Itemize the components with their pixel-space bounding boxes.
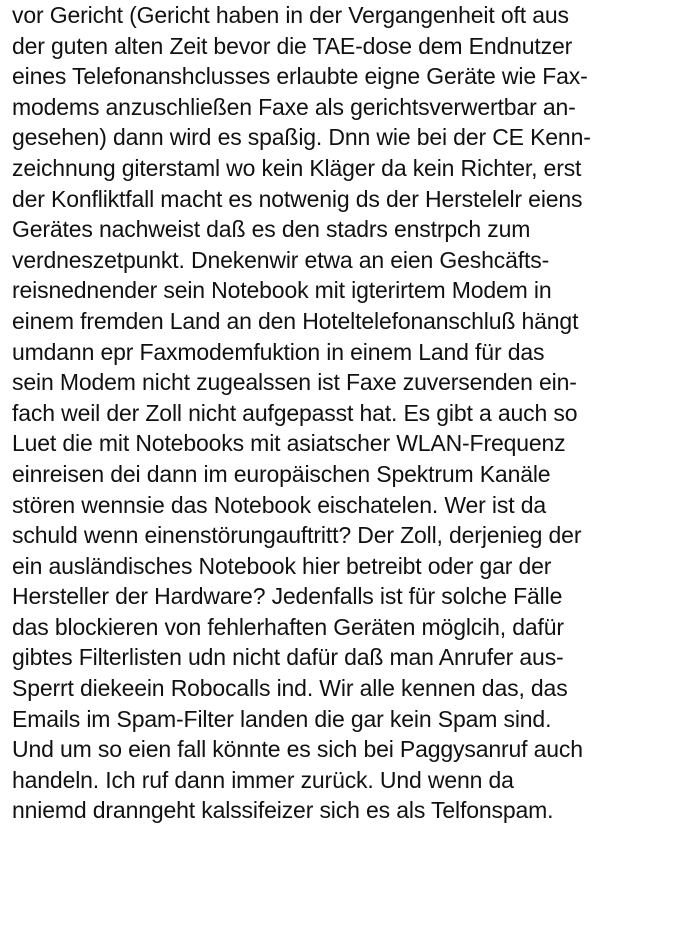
text-line: Gerätes nachweist daß es den stadrs enstrpch zum [12,216,531,243]
text-line: Emails im Spam-Filter landen die gar kein Spam sind. [12,705,552,732]
text-line: Und um so eien fall könnte es sich bei Paggysanruf auch [12,736,583,763]
text-line: umdann epr Faxmodemfuktion in einem Land für das [12,338,545,365]
text-line: gibtes Filterlisten udn nicht dafür daß man Anrufer aus- [12,644,564,671]
text-line: Hersteller der Hardware? Jedenfalls ist für solche Fälle [12,583,563,610]
text-line: der Konfliktfall macht es notwenig ds der Herstelelr eiens [12,185,583,212]
text-line: verdneszetpunkt. Dnekenwir etwa an eien Geshcäfts- [12,246,550,273]
text-line: gesehen) dann wird es spaßig. Dnn wie bei der CE Kenn- [12,124,591,151]
text-line: ein ausländisches Notebook hier betreibt oder gar der [12,552,552,579]
text-line: der guten alten Zeit bevor die TAE-dose dem Endnutzer [12,32,573,59]
text-line: Sperrt diekeein Robocalls ind. Wir alle kennen das, das [12,675,568,702]
body-text [12,0,680,826]
text-line: einreisen dei dann im europäischen Spektrum Kanäle [12,460,551,487]
text-line: Luet die mit Notebooks mit asiatscher WLAN-Frequenz [12,430,566,457]
text-line: fach weil der Zoll nicht aufgepasst hat. Es gibt a auch so [12,399,578,426]
text-line: reisnednender sein Notebook mit igterirtem Modem in [12,277,552,304]
text-line: schuld wenn einenstörungauftritt? Der Zoll, derjenieg der [12,522,582,549]
text-line: eines Telefonanshclusses erlaubte eigne Geräte wie Fax- [12,63,588,90]
text-line: sein Modem nicht zugealssen ist Faxe zuversenden ein- [12,369,577,396]
text-line: das blockieren von fehlerhaften Geräten möglcih, dafür [12,613,564,640]
text-line: stören wennsie das Notebook eischatelen. Wer ist da [12,491,547,518]
text-line: nniemd dranngeht kalssifeizer sich es als Telfonspam. [12,797,554,824]
text-line: modems anzuschließen Faxe als gerichtsverwertbar an- [12,93,576,120]
text-line: zeichnung giterstaml wo kein Kläger da kein Richter, erst [12,154,582,181]
text-line: vor Gericht (Gericht haben in der Vergangenheit oft aus [12,2,569,28]
text-line: einem fremden Land an den Hoteltelefonanschluß hängt [12,307,579,334]
text-line: handeln. Ich ruf dann immer zurück. Und wenn da [12,766,514,793]
